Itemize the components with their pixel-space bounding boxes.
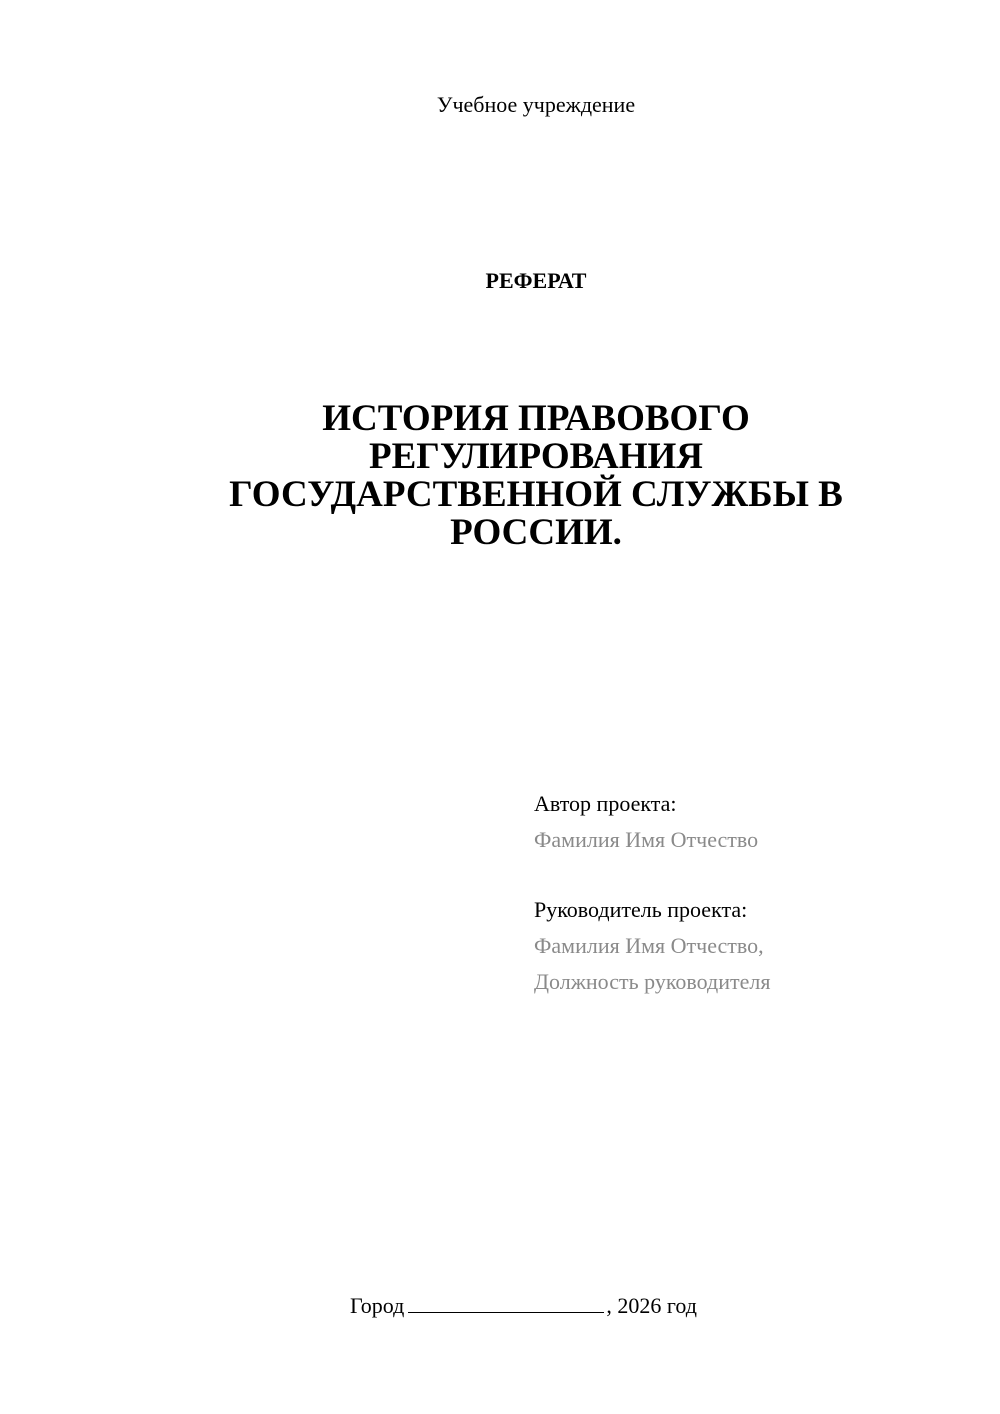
document-type: РЕФЕРАТ	[485, 268, 587, 293]
supervisor-name-placeholder: Фамилия Имя Отчество,	[534, 933, 764, 958]
year-text: , 2026 год	[606, 1293, 697, 1318]
city-label: Город	[350, 1293, 405, 1318]
institution-name: Учебное учреждение	[436, 92, 636, 117]
topic-line-1: ИСТОРИЯ ПРАВОВОГО	[322, 398, 750, 439]
topic-title	[200, 400, 872, 552]
author-label: Автор проекта:	[534, 791, 677, 816]
author-name-placeholder: Фамилия Имя Отчество	[534, 827, 759, 852]
footer-city-year	[350, 1290, 697, 1319]
author-block	[534, 786, 974, 858]
city-blank-line	[408, 1290, 604, 1313]
supervisor-label: Руководитель проекта:	[534, 897, 748, 922]
supervisor-position-placeholder: Должность руководителя	[534, 969, 771, 994]
topic-line-4: РОССИИ.	[450, 512, 622, 553]
topic-line-2: РЕГУЛИРОВАНИЯ	[369, 436, 703, 477]
topic-line-3: ГОСУДАРСТВЕННОЙ СЛУЖБЫ В	[229, 474, 843, 515]
supervisor-block	[534, 892, 974, 1000]
